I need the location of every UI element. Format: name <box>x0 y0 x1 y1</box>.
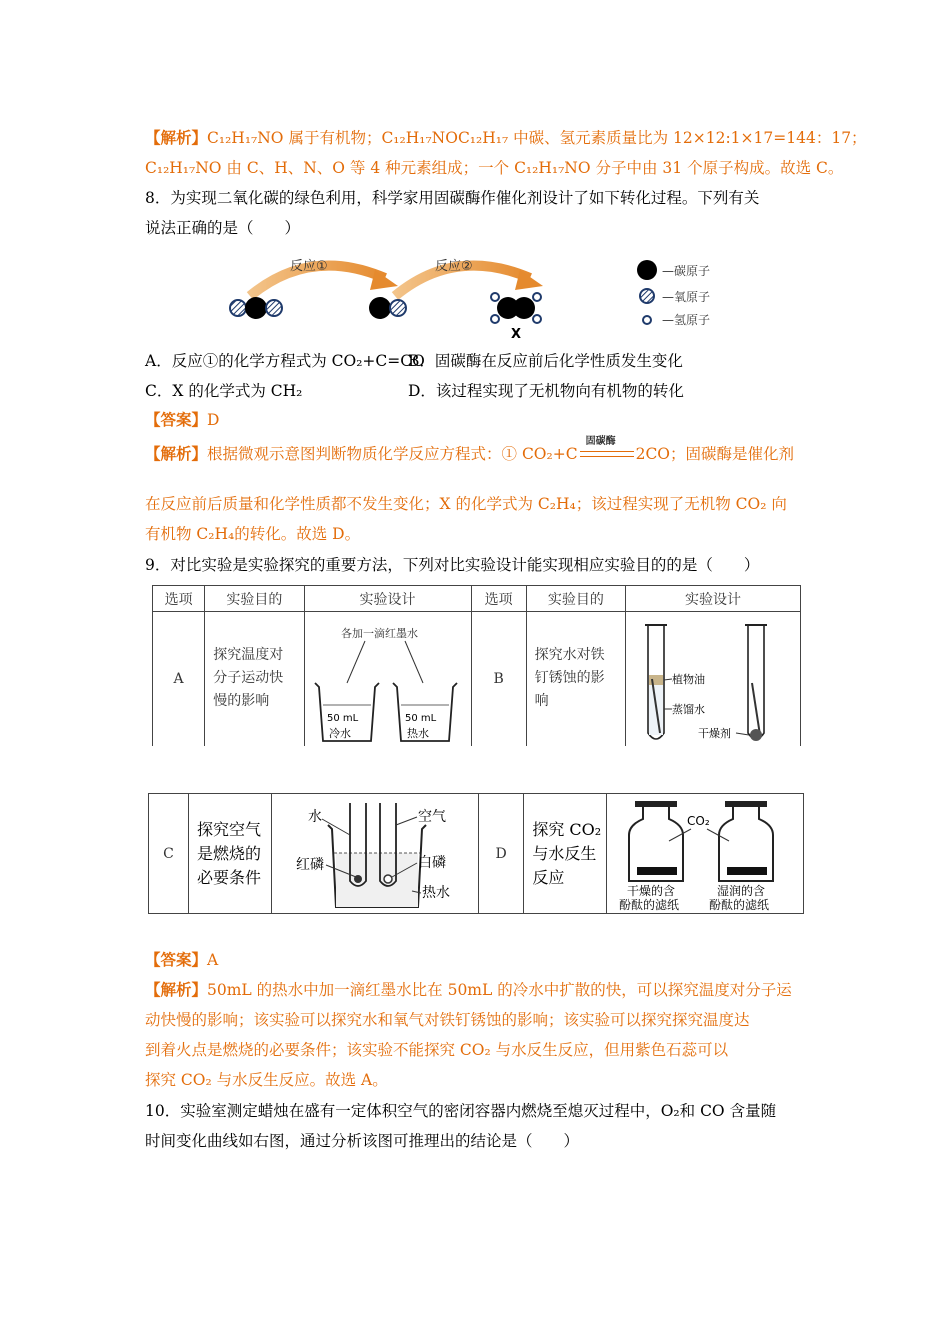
cold-beaker-label: 冷水 <box>328 726 351 740</box>
row-a-purpose-1: 探究温度对 <box>213 647 284 664</box>
bottle-1-stopper <box>635 801 677 807</box>
reaction2-label: 反应② <box>435 259 473 274</box>
q8-analysis-text1b: 2CO；固碳酶是催化剂 <box>635 445 795 463</box>
air-pointer <box>396 817 417 825</box>
q8-option-a: A．反应①的化学方程式为 CO₂+C=CO <box>145 352 425 370</box>
row-b-purpose-2: 钉锈蚀的影 <box>534 670 605 687</box>
row-c-purpose-3: 必要条件 <box>197 867 262 887</box>
row-c-option: C <box>149 794 189 914</box>
q8-analysis-line1 <box>145 436 795 464</box>
oil-pointer <box>664 679 672 680</box>
q8-stem-line2: 说法正确的是（ ） <box>145 219 301 237</box>
q8-equals-top <box>580 451 634 452</box>
co2-bottles-diagram <box>607 795 803 913</box>
white-phosphorus-label: 白磷 <box>418 854 446 871</box>
reaction1-label: 反应① <box>290 259 328 274</box>
x-label: X <box>511 327 522 342</box>
legend-hydrogen-icon <box>643 316 651 324</box>
q8-option-d: D．该过程实现了无机物向有机物的转化 <box>408 382 684 400</box>
q9-stem: 9．对比实验是实验探究的重要方法，下列对比实验设计能实现相应实验目的的是（ ） <box>145 556 760 574</box>
q8-option-c: C．X 的化学式为 CH₂ <box>145 382 303 400</box>
q8-equation-sign <box>578 436 636 464</box>
row-b-purpose-3: 响 <box>534 693 549 710</box>
row-a-purpose-2: 分子运动快 <box>213 670 284 687</box>
nail-2 <box>752 683 760 735</box>
header-purpose-1: 实验目的 <box>205 586 304 612</box>
wet-paper <box>727 867 767 875</box>
q9-row-cd <box>149 794 804 914</box>
row-c-purpose <box>189 794 272 914</box>
header-option-2: 选项 <box>471 586 526 612</box>
row-d-option: D <box>478 794 524 914</box>
q8-analysis-line2: 在反应前后质量和化学性质都不发生变化；X 的化学式为 C₂H₄；该过程实现了无机物 CO₂ 向 <box>145 495 787 513</box>
q9-analysis-line4: 探究 CO₂ 与水反生反应。故选 A。 <box>145 1071 388 1089</box>
desiccant-label: 干燥剂 <box>698 726 732 740</box>
combustion-diagram <box>272 795 476 913</box>
q7-analysis-tag: 【解析】 <box>145 128 208 147</box>
row-a-purpose <box>205 612 304 746</box>
q9-header-row <box>153 586 801 612</box>
co-molecule <box>369 297 406 319</box>
hot-water-label: 热水 <box>422 884 450 901</box>
desiccant-icon <box>750 729 762 741</box>
q7-analysis-text1: C₁₂H₁₇NO 属于有机物；C₁₂H₁₇NOC₁₂H₁₇ 中碳、氢元素质量比为 12×12:1×17=144：17； <box>207 129 867 147</box>
row-a-purpose-3: 慢的影响 <box>213 693 270 710</box>
row-c-design <box>272 794 479 914</box>
header-design-2: 实验设计 <box>626 586 801 612</box>
oil-layer <box>649 675 663 685</box>
co2-pointer-1 <box>669 829 691 841</box>
row-a-option: A <box>153 612 205 746</box>
header-purpose-2: 实验目的 <box>526 586 625 612</box>
row-c-purpose-1: 探究空气 <box>197 819 262 839</box>
q9-table-top <box>152 585 801 746</box>
wet-label-1: 湿润的含 <box>717 883 766 898</box>
q10-stem-line1: 10．实验室测定蜡烛在盛有一定体积空气的密闭容器内燃烧至熄灭过程中，O₂和 CO 含量随 <box>145 1102 777 1120</box>
drop-label: 各加一滴红墨水 <box>340 626 418 640</box>
legend-carbon-icon <box>637 260 657 280</box>
water-label: 水 <box>308 808 322 825</box>
row-b-purpose <box>526 612 625 746</box>
cold-beaker-volume: 50 mL <box>326 712 358 724</box>
q8-option-b: B．固碳酶在反应前后化学性质发生变化 <box>408 352 683 370</box>
red-phosphorus-label: 红磷 <box>296 856 324 873</box>
q9-analysis-line3: 到着火点是燃烧的必要条件；该实验不能探究 CO₂ 与水反生反应，但用紫色石蕊可以 <box>145 1041 729 1059</box>
legend-oxygen-icon <box>640 289 654 303</box>
row-d-design <box>607 794 804 914</box>
co2-label: CO₂ <box>687 813 710 828</box>
q8-stem-line1: 8．为实现二氧化碳的绿色利用，科学家用固碳酶作催化剂设计了如下转化过程。下列有关 <box>145 189 760 207</box>
row-d-purpose-2: 与水反生 <box>532 843 597 863</box>
q9-row-ab <box>153 612 801 746</box>
q9-analysis-tag: 【解析】 <box>145 980 208 999</box>
row-a-design <box>304 612 471 746</box>
q9-answer-tag: 【答案】 <box>145 950 208 969</box>
desiccant-pointer <box>736 733 749 735</box>
row-c-purpose-2: 是燃烧的 <box>197 843 262 863</box>
legend-carbon-label: —碳原子 <box>662 264 711 278</box>
legend-hydrogen-label: —氢原子 <box>662 313 711 327</box>
header-option-1: 选项 <box>153 586 205 612</box>
q9-answer-line <box>145 950 218 970</box>
drop-pointer-1 <box>347 641 365 683</box>
q9-answer: A <box>207 951 219 969</box>
q8-answer-line <box>145 410 219 430</box>
drop-pointer-2 <box>405 641 423 683</box>
q10-stem-line2: 时间变化曲线如右图，通过分析该图可推理出的结论是（ ） <box>145 1132 580 1150</box>
row-d-purpose <box>524 794 607 914</box>
air-label: 空气 <box>418 808 446 825</box>
white-phosphorus-icon <box>384 875 392 883</box>
water-pointer <box>322 819 350 835</box>
q8-analysis-tag: 【解析】 <box>145 444 208 463</box>
dry-label-2: 酚酞的滤纸 <box>619 897 680 912</box>
dry-paper <box>637 867 677 875</box>
water-label: 蒸馏水 <box>672 702 706 716</box>
wet-label-2: 酚酞的滤纸 <box>709 897 770 912</box>
beakers-diagram <box>305 613 469 745</box>
header-design-1: 实验设计 <box>304 586 471 612</box>
row-b-purpose-1: 探究水对铁 <box>534 647 605 664</box>
dry-label-1: 干燥的含 <box>627 883 676 898</box>
test-tubes-diagram <box>626 613 798 745</box>
x-molecule <box>491 293 541 323</box>
legend-oxygen-label: —氧原子 <box>662 290 711 304</box>
tube-2 <box>748 625 764 739</box>
q9-table-bottom <box>148 793 804 914</box>
q9-analysis-line1 <box>145 980 792 1000</box>
q8-analysis-line3: 有机物 C₂H₄的转化。故选 D。 <box>145 525 361 543</box>
q8-reaction-diagram <box>220 248 740 343</box>
hot-water-fill <box>336 853 418 907</box>
q8-analysis-text1a: 根据微观示意图判断物质化学反应方程式：① CO₂+C <box>207 445 578 463</box>
row-d-purpose-1: 探究 CO₂ <box>532 819 602 839</box>
q9-analysis-line2: 动快慢的影响；该实验可以探究水和氧气对铁钉锈蚀的影响；该实验可以探究探究温度达 <box>145 1011 750 1029</box>
row-d-purpose-3: 反应 <box>532 867 565 887</box>
q8-answer: D <box>207 411 220 429</box>
hot-beaker-label: 热水 <box>406 726 429 740</box>
row-b-option: B <box>471 612 526 746</box>
q9-analysis-text1: 50mL 的热水中加一滴红墨水比在 50mL 的冷水中扩散的快，可以探究温度对分子运 <box>207 981 792 999</box>
bottle-2-stopper <box>725 801 767 807</box>
oil-label: 植物油 <box>672 672 706 686</box>
co2-molecule <box>230 297 282 319</box>
hot-beaker-volume: 50 mL <box>404 712 436 724</box>
q8-equals-bottom <box>580 456 634 457</box>
row-b-design <box>626 612 801 746</box>
q8-answer-tag: 【答案】 <box>145 410 208 429</box>
q7-analysis-line1 <box>145 128 867 148</box>
q7-analysis-line2: C₁₂H₁₇NO 由 C、H、N、O 等 4 种元素组成；一个 C₁₂H₁₇NO 分子中由 31 个原子构成。故选 C。 <box>145 159 844 177</box>
q8-catalyst-label: 固碳酶 <box>585 436 616 447</box>
